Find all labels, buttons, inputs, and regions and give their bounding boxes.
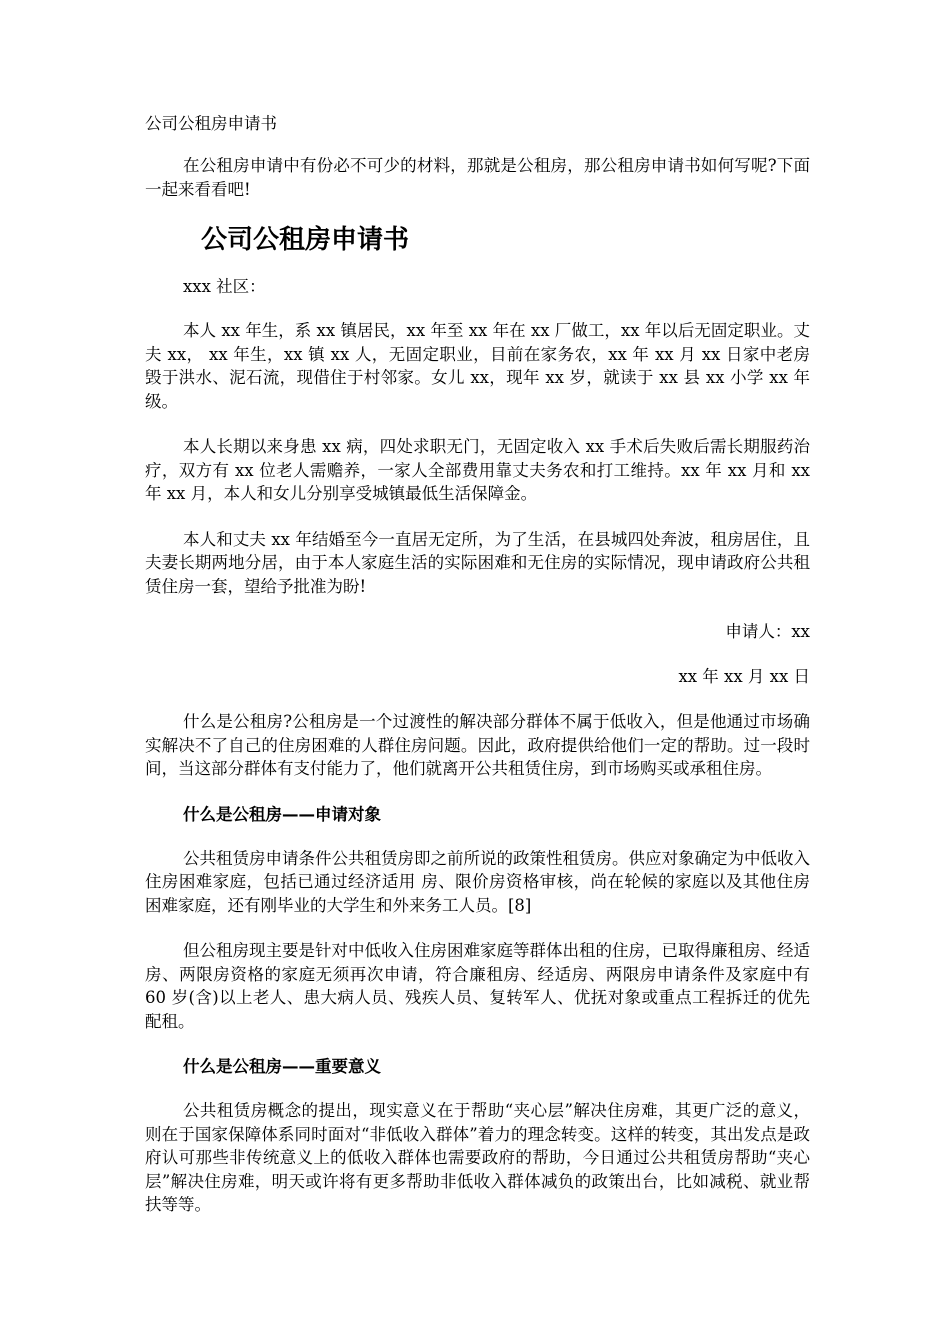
section-paragraph: 但公租房现主要是针对中低收入住房困难家庭等群体出租的住房，已取得廉租房、经适房、两限房资格的家庭无须再次申请，符合廉租房、经适房、两限房申请条件及家庭中有 60 岁(含)以上老人、患大病人员、残疾人员、复转军人、优抚对象或重点工程拆迁的优先配租。 — [145, 941, 810, 1031]
salutation: xxx 社区： — [183, 277, 266, 296]
application-date: xx 年 xx 月 xx 日 — [678, 667, 810, 686]
body-paragraph: 本人和丈夫 xx 年结婚至今一直居无定所，为了生活，在县城四处奔波，租房居住，且夫妻长期两地分居，由于本人家庭生活的实际困难和无住房的实际情况，现申请政府公共租赁住房一套，望给予批准为盼! — [145, 529, 810, 596]
body-paragraph: 本人长期以来身患 xx 病，四处求职无门，无固定收入 xx 手术后失败后需长期服药治疗，双方有 xx 位老人需赡养，一家人全部费用靠丈夫务农和打工维持。xx 年 xx 月和 xx 年 xx 月，本人和女儿分别享受城镇最低生活保障金。 — [145, 437, 810, 503]
document-label: 公司公租房申请书 — [145, 114, 277, 133]
intro-paragraph: 在公租房申请中有份必不可少的材料，那就是公租房，那公租房申请书如何写呢?下面一起来看看吧! — [145, 156, 810, 199]
what-is-paragraph: 什么是公租房?公租房是一个过渡性的解决部分群体不属于低收入，但是他通过市场确实解决不了自己的住房困难的人群住房问题。因此，政府提供给他们一定的帮助。过一段时间，当这部分群体有支付能力了，他们就离开公共租赁住房，到市场购买或承租住房。 — [145, 712, 810, 778]
document-page — [145, 112, 810, 1239]
section-paragraph: 公共租赁房申请条件公共租赁房即之前所说的政策性租赁房。供应对象确定为中低收入住房困难家庭，包括已通过经济适用 房、限价房资格审核，尚在轮候的家庭以及其他住房困难家庭，还有刚毕业的大学生和外来务工人员。[8] — [145, 848, 810, 915]
section-heading-significance: 什么是公租房——重要意义 — [183, 1057, 381, 1076]
section-heading-applicants: 什么是公租房——申请对象 — [183, 804, 381, 824]
body-paragraph: 本人 xx 年生，系 xx 镇居民，xx 年至 xx 年在 xx 厂做工，xx 年以后无固定职业。丈夫 xx， xx 年生，xx 镇 xx 人，无固定职业，目前在家务农，xx 年 xx 月 xx 日家中老房毁于洪水、泥石流，现借住于村邻家。女儿 xx，现年 xx 岁，就读于 xx 县 xx 小学 xx 年级。 — [145, 321, 810, 411]
document-title: 公司公租房申请书 — [201, 225, 410, 255]
applicant-signature: 申请人：xx — [725, 622, 810, 641]
section-paragraph: 公共租赁房概念的提出，现实意义在于帮助“夹心层”解决住房难，其更广泛的意义，则在于国家保障体系同时面对“非低收入群体”着力的理念转变。这样的转变，其出发点是政府认可那些非传统意义上的低收入群体也需要政府的帮助，今日通过公共租赁房帮助“夹心层”解决住房难，明天或许将有更多帮助非低收入群体减负的政策出台，比如减税、就业帮扶等等。 — [145, 1101, 810, 1214]
